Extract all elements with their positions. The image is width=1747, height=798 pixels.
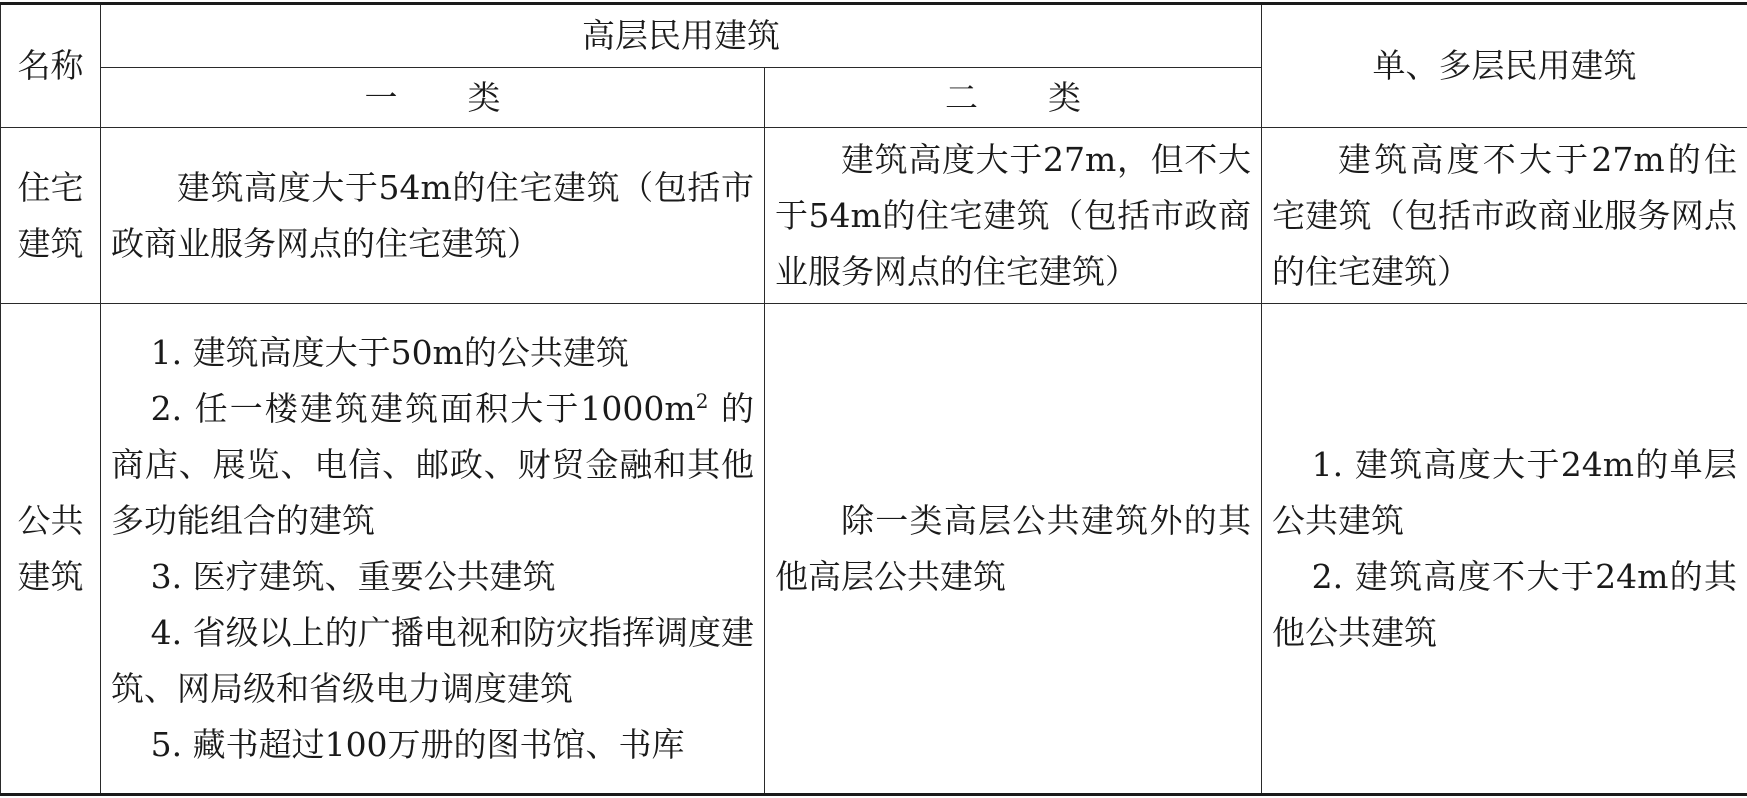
residential-class-one: 建筑高度大于54m的住宅建筑（包括市政商业服务网点的住宅建筑） xyxy=(101,128,765,304)
public-class-one-item-1: 1. 建筑高度大于50m的公共建筑 xyxy=(150,332,629,372)
public-name-line1: 公共 xyxy=(17,500,84,540)
public-name-line2: 建筑 xyxy=(17,556,84,596)
header-high-rise: 高层民用建筑 xyxy=(101,4,1262,68)
item-2-superscript: 2 xyxy=(695,388,709,413)
public-low-rise-item-2: 2. 建筑高度不大于24m的其他公共建筑 xyxy=(1272,556,1737,652)
public-class-one xyxy=(101,304,765,795)
residential-low-rise: 建筑高度不大于27m的住宅建筑（包括市政商业服务网点的住宅建筑） xyxy=(1262,128,1747,304)
header-low-rise: 单、多层民用建筑 xyxy=(1262,4,1747,128)
row-public-name xyxy=(1,304,101,795)
header-name: 名称 xyxy=(1,4,101,128)
building-classification-table xyxy=(0,2,1747,796)
header-class-one xyxy=(101,68,765,128)
header-class-two xyxy=(765,68,1262,128)
residential-name-line2: 建筑 xyxy=(17,223,84,263)
public-class-one-item-5: 5. 藏书超过100万册的图书馆、书库 xyxy=(150,724,685,764)
row-residential-name xyxy=(1,128,101,304)
public-class-one-item-4: 4. 省级以上的广播电视和防灾指挥调度建筑、网局级和省级电力调度建筑 xyxy=(111,612,754,708)
class-two-char: 二 xyxy=(945,77,978,117)
public-class-one-item-3: 3. 医疗建筑、重要公共建筑 xyxy=(150,556,556,596)
item-2-lead: 2. 任一楼建筑建筑面积大于1000m xyxy=(150,388,696,428)
class-two-suffix: 类 xyxy=(1048,77,1081,117)
public-low-rise xyxy=(1262,304,1747,795)
residential-class-two: 建筑高度大于27m，但不大于54m的住宅建筑（包括市政商业服务网点的住宅建筑） xyxy=(765,128,1262,304)
item-2-rest: 的商店、展览、电信、邮政、财贸金融和其他多功能组合的建筑 xyxy=(111,388,754,540)
public-class-one-item-2 xyxy=(111,381,754,549)
class-one-char: 一 xyxy=(364,77,398,117)
public-low-rise-item-1: 1. 建筑高度大于24m的单层公共建筑 xyxy=(1272,444,1737,540)
public-class-two: 除一类高层公共建筑外的其他高层公共建筑 xyxy=(765,304,1262,795)
class-one-suffix: 类 xyxy=(467,77,501,117)
residential-name-line1: 住宅 xyxy=(17,167,84,207)
